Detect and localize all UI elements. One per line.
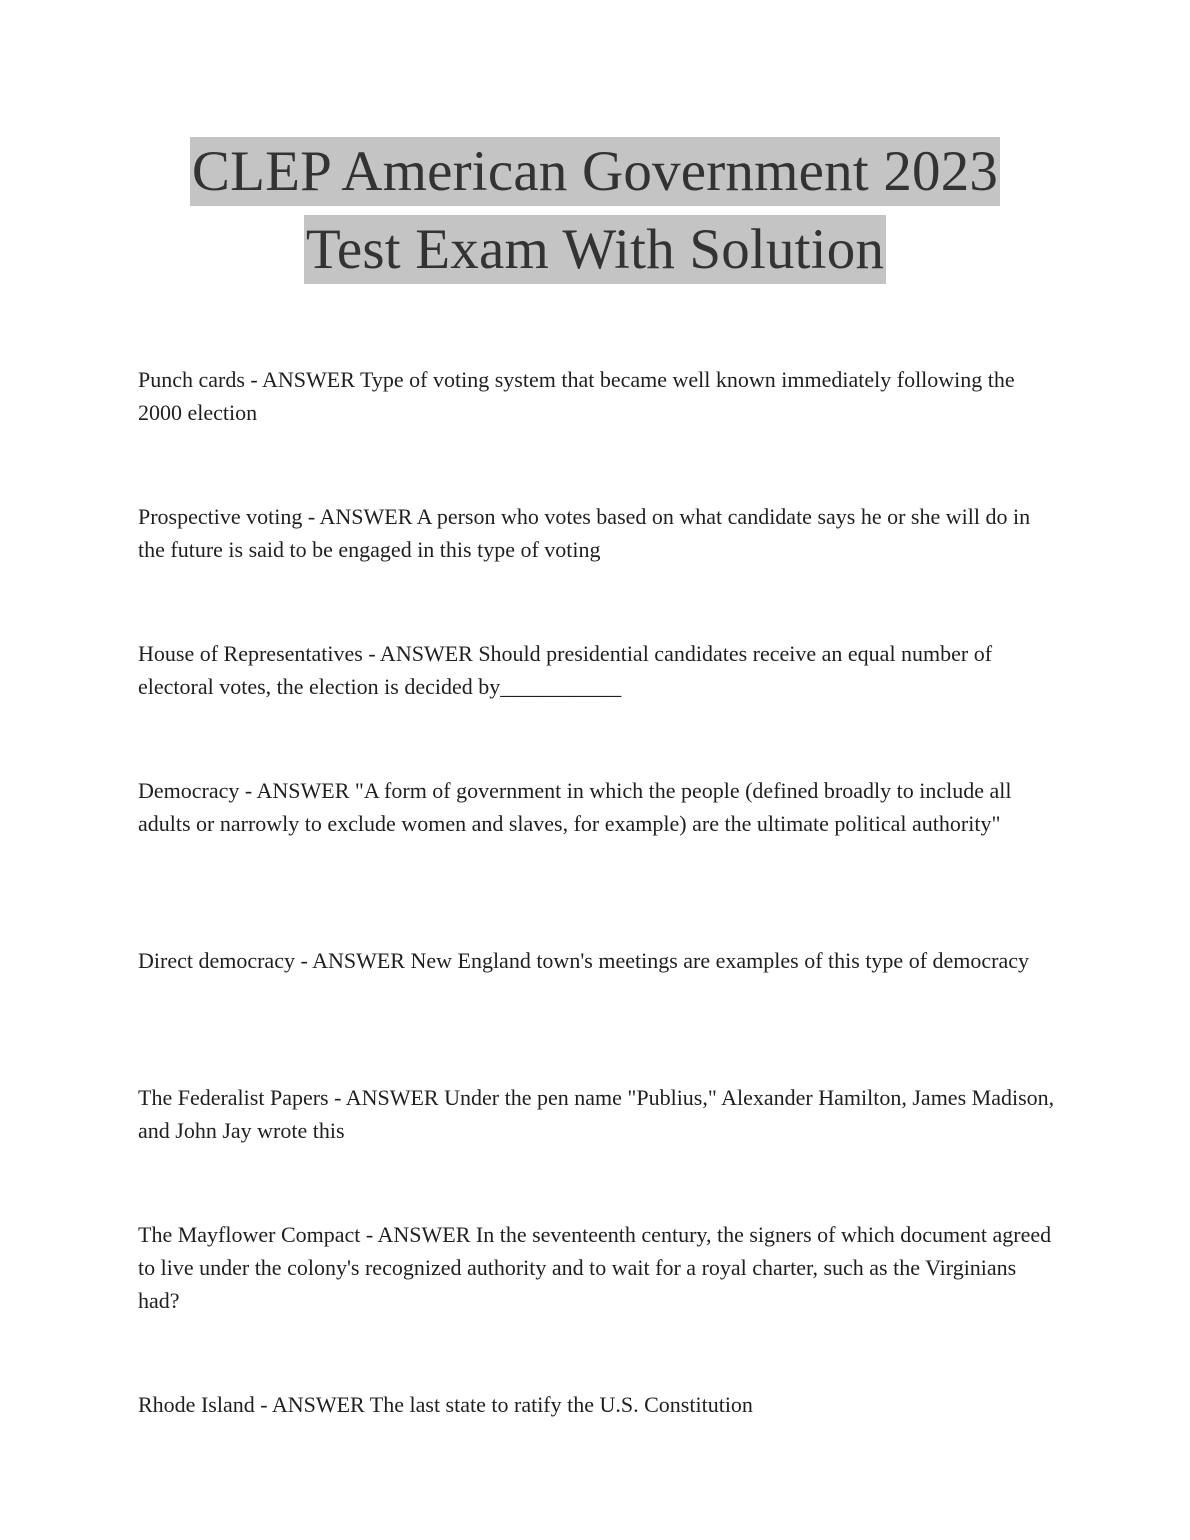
qa-entry: Rhode Island - ANSWER The last state to ratify the U.S. Constitution xyxy=(138,1392,753,1417)
qa-entry: Democracy - ANSWER "A form of government in which the people (defined broadly to include all adults or narrowly to exclude women and slaves, for example) are the ultimate political authority" xyxy=(138,778,1012,836)
qa-entry: House of Representatives - ANSWER Should presidential candidates receive an equal number of electoral votes, the election is decided by___________ xyxy=(138,641,993,699)
qa-entry: Direct democracy - ANSWER New England town's meetings are examples of this type of democracy xyxy=(138,948,1030,973)
qa-entry: Prospective voting - ANSWER A person who votes based on what candidate says he or she will do in the future is said to be engaged in this type of voting xyxy=(138,504,1031,562)
qa-entry: The Mayflower Compact - ANSWER In the seventeenth century, the signers of which document agreed to live under the colony's recognized authority and to wait for a royal charter, such as the Virginians had? xyxy=(138,1222,1052,1313)
title-line-2: Test Exam With Solution xyxy=(304,215,886,284)
qa-entry: The Federalist Papers - ANSWER Under the pen name "Publius," Alexander Hamilton, James Madison, and John Jay wrote this xyxy=(138,1085,1055,1143)
qa-entry: Punch cards - ANSWER Type of voting system that became well known immediately following the 2000 election xyxy=(138,367,1015,425)
document-title xyxy=(0,137,1190,284)
title-line-1: CLEP American Government 2023 xyxy=(190,137,1000,206)
